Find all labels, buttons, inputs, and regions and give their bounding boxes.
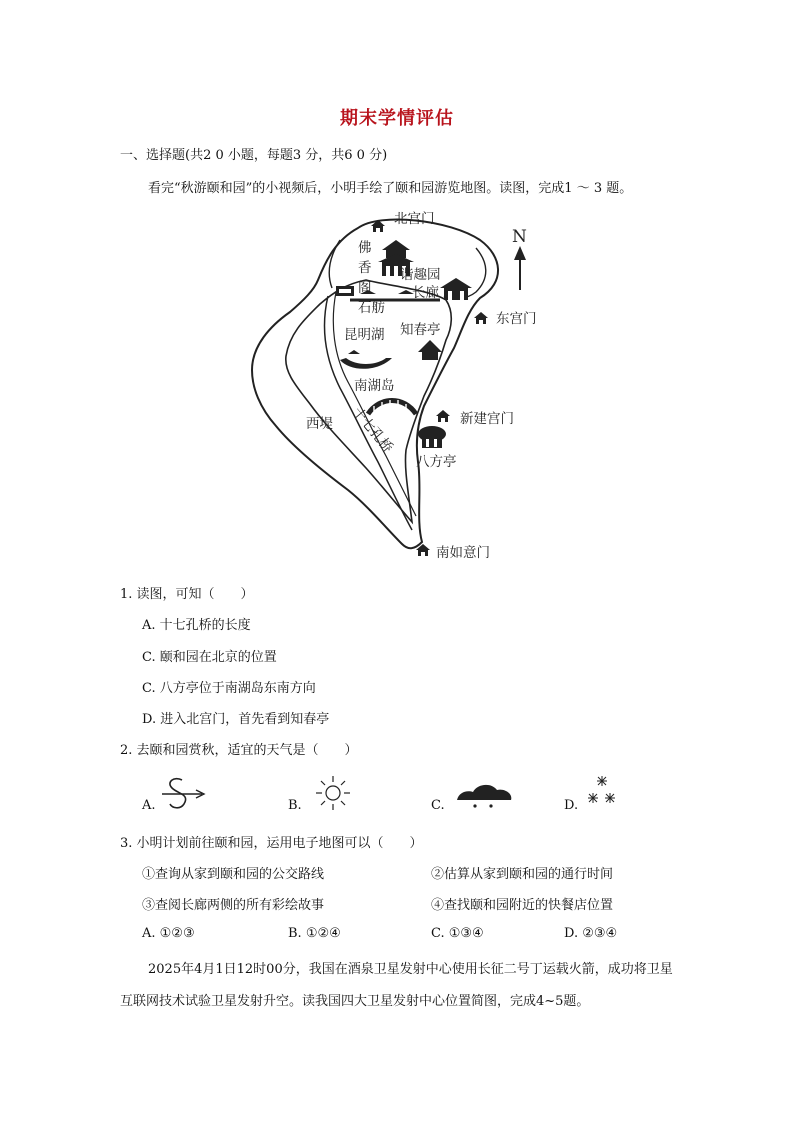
label-nanruyimen: 南如意门 <box>436 545 490 561</box>
label-changlang: 长廊 <box>412 285 439 301</box>
north-label: N <box>512 227 527 247</box>
q1-stem: 1. 读图，可知（ ） <box>120 587 254 602</box>
q2-option-a[interactable]: A. <box>142 798 156 813</box>
dragon-boat-icon <box>340 350 392 369</box>
zhichun-pavilion-icon <box>418 340 442 360</box>
label-shifang: 石舫 <box>358 300 385 316</box>
label-fo: 佛 <box>358 240 372 256</box>
q1-option-d[interactable]: D. 进入北宫门，首先看到知春亭 <box>142 712 330 727</box>
label-bafangting: 八方亭 <box>416 454 457 470</box>
sandstorm-icon <box>455 778 515 810</box>
q2-option-b[interactable]: B. <box>288 798 302 813</box>
passage-line-2: 互联网技术试验卫星发射升空。读我国四大卫星发射中心位置简图，完成4~5题。 <box>120 994 590 1009</box>
label-xiequyuan: 谐趣园 <box>400 267 441 283</box>
sun-icon <box>314 774 352 812</box>
seventeen-arch-bridge-icon <box>368 400 416 414</box>
q2-option-c[interactable]: C. <box>431 798 445 813</box>
passage-line-1: 2025年4月1日12时00分，我国在酒泉卫星发射中心使用长征二号丁运载火箭，成功将卫星 <box>148 962 673 977</box>
label-ge: 阁 <box>358 280 372 296</box>
wind-icon <box>160 774 208 812</box>
q1-option-c1[interactable]: C. 颐和园在北京的位置 <box>142 650 277 665</box>
q1-option-a[interactable]: A. 十七孔桥的长度 <box>142 618 251 633</box>
q3-option-a[interactable]: A. ①②③ <box>142 926 195 941</box>
page-title: 期末学情评估 <box>340 108 454 129</box>
label-beigongmen: 北宫门 <box>394 211 435 227</box>
q3-option-b[interactable]: B. ①②④ <box>288 926 341 941</box>
snow-icon <box>584 772 620 808</box>
q1-option-c2[interactable]: C. 八方亭位于南湖岛东南方向 <box>142 681 316 696</box>
q3-option-c[interactable]: C. ①③④ <box>431 926 484 941</box>
label-shiqikongqiao: 十七孔桥 <box>348 404 396 456</box>
xiequ-garden-icon <box>440 278 472 300</box>
label-zhichunting: 知春亭 <box>400 322 441 338</box>
q3-item-3: ③查阅长廊两侧的所有彩绘故事 <box>142 898 325 913</box>
label-xidi: 西堤 <box>306 416 333 432</box>
summer-palace-map <box>240 200 560 570</box>
label-xiang: 香 <box>358 260 372 276</box>
gate-icon <box>436 410 450 422</box>
marble-boat-icon <box>336 286 354 296</box>
gate-icon <box>474 312 488 324</box>
q3-item-2: ②估算从家到颐和园的通行时间 <box>431 867 614 882</box>
q2-option-d[interactable]: D. <box>564 798 579 813</box>
label-kunminghu: 昆明湖 <box>344 327 385 343</box>
label-xinjiangongmen: 新建宫门 <box>460 411 514 427</box>
label-nanhudao: 南湖岛 <box>354 378 395 394</box>
q3-item-1: ①查询从家到颐和园的公交路线 <box>142 867 325 882</box>
q3-option-d[interactable]: D. ②③④ <box>564 926 618 941</box>
q3-stem: 3. 小明计划前往颐和园，运用电子地图可以（ ） <box>120 836 423 851</box>
q3-item-4: ④查找颐和园附近的快餐店位置 <box>431 898 614 913</box>
q2-stem: 2. 去颐和园赏秋，适宜的天气是（ ） <box>120 743 358 758</box>
intro-text: 看完“秋游颐和园”的小视频后，小明手绘了颐和园游览地图。读图，完成1 ～ 3 题。 <box>148 181 633 196</box>
label-donggongmen: 东宫门 <box>496 311 537 327</box>
section-heading: 一、选择题(共2 0 小题，每题3 分，共6 0 分) <box>120 148 388 163</box>
bafang-pavilion-icon <box>418 426 446 448</box>
